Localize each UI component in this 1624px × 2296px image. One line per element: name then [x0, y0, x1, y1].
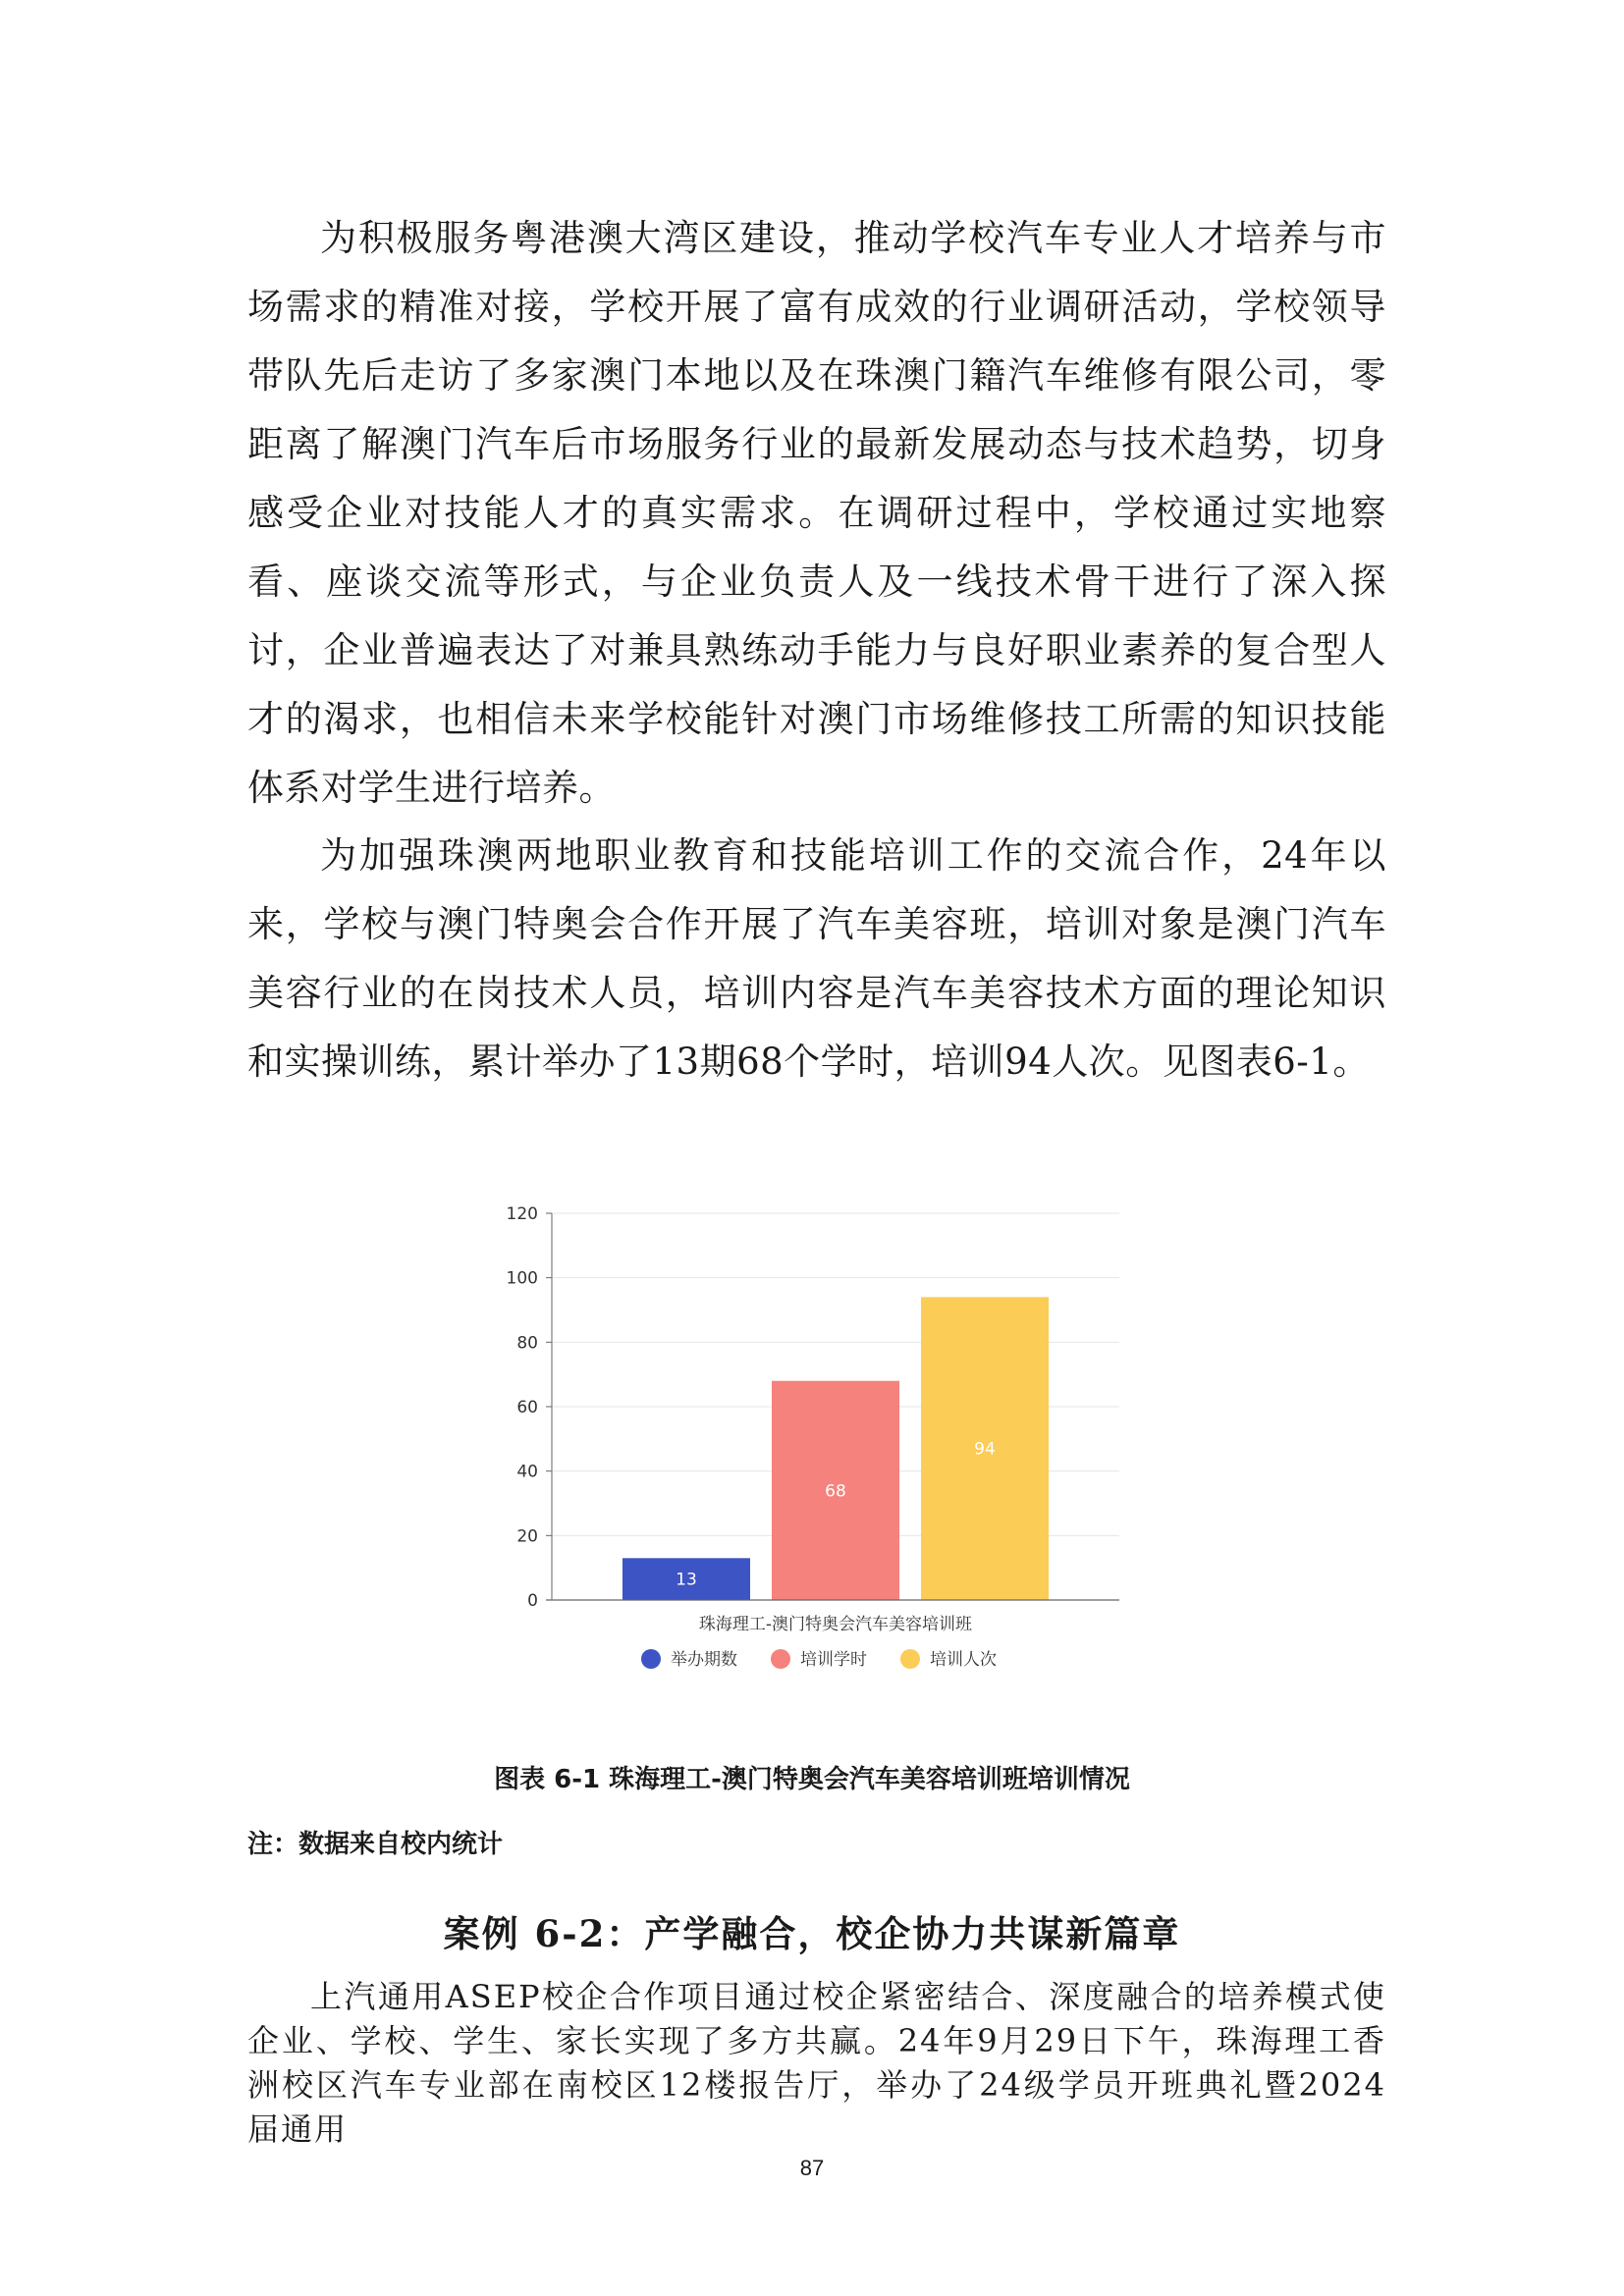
bar-data-label: 13	[676, 1570, 697, 1590]
y-tick-label: 100	[506, 1268, 538, 1289]
y-tick-label: 60	[516, 1398, 538, 1417]
bar-chart	[471, 1188, 1159, 1698]
y-axis	[507, 1204, 552, 1611]
y-tick-label: 80	[516, 1333, 538, 1354]
y-tick-label: 0	[527, 1591, 538, 1611]
figure-caption: 图表 6-1 珠海理工-澳门特奥会汽车美容培训班培训情况	[494, 1765, 1130, 1794]
y-tick-label: 40	[516, 1462, 538, 1482]
chart-legend	[641, 1649, 997, 1670]
case-heading: 案例 6-2：产学融合，校企协力共谋新篇章	[443, 1912, 1181, 1955]
y-tick-label: 120	[506, 1204, 538, 1224]
case-paragraph: 上汽通用ASEP校企合作项目通过校企紧密结合、深度融合的培养模式使企业、学校、学生、家长实现了多方共赢。24年9月29日下午，珠海理工香洲校区汽车专业部在南校区12楼报告厅，举办了24级学员开班典礼暨2024届通用	[247, 1978, 1386, 2148]
legend-label: 培训人次	[930, 1650, 997, 1670]
data-source-note: 注：数据来自校内统计	[247, 1830, 504, 1859]
bar-data-label: 68	[825, 1481, 846, 1502]
chart-svg	[471, 1188, 1159, 1698]
legend-marker	[641, 1649, 661, 1669]
x-category-label: 珠海理工-澳门特奥会汽车美容培训班	[698, 1615, 973, 1634]
legend-label: 举办期数	[671, 1650, 737, 1670]
body-paragraph: 为加强珠澳两地职业教育和技能培训工作的交流合作，24年以来，学校与澳门特奥会合作开展了汽车美容班，培训对象是澳门汽车美容行业的在岗技术人员，培训内容是汽车美容技术方面的理论知识和实操训练，累计举办了13期68个学时，培训94人次。见图表6-1。	[247, 834, 1386, 1083]
legend-label: 培训学时	[800, 1650, 867, 1670]
legend-marker	[771, 1649, 790, 1669]
x-axis	[546, 1600, 1119, 1634]
bar-data-label: 94	[974, 1439, 996, 1460]
legend-marker	[900, 1649, 920, 1669]
page-number: 87	[799, 2156, 825, 2180]
y-tick-label: 20	[516, 1526, 538, 1547]
body-paragraph: 为积极服务粤港澳大湾区建设，推动学校汽车专业人才培养与市场需求的精准对接，学校开展了富有成效的行业调研活动，学校领导带队先后走访了多家澳门本地以及在珠澳门籍汽车维修有限公司，零距离了解澳门汽车后市场服务行业的最新发展动态与技术趋势，切身感受企业对技能人才的真实需求。在调研过程中，学校通过实地察看、座谈交流等形式，与企业负责人及一线技术骨干进行了深入探讨，企业普遍表达了对兼具熟练动手能力与良好职业素养的复合型人才的渴求，也相信未来学校能针对澳门市场维修技工所需的知识技能体系对学生进行培养。	[247, 217, 1386, 809]
